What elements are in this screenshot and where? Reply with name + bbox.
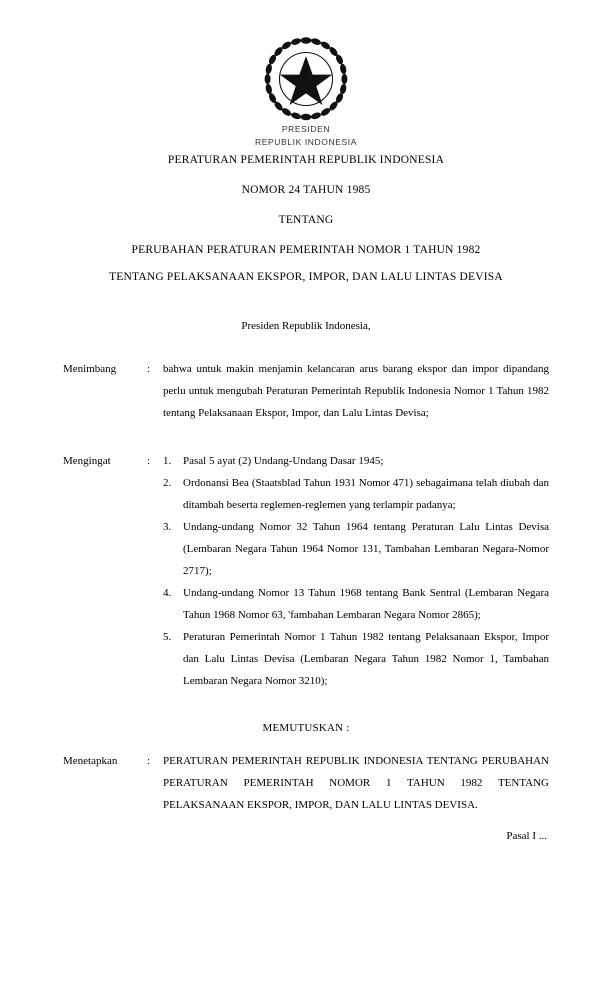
list-item-text: Ordonansi Bea (Staatsblad Tahun 1931 Nomor 471) sebagaimana telah diubah dan ditambah beserta reglemen-reglemen yang terlampir padanya;	[183, 477, 549, 511]
decides-label: MEMUTUSKAN :	[262, 722, 350, 734]
about-label: TENTANG	[278, 214, 334, 226]
list-item	[163, 516, 549, 582]
list-item	[163, 472, 549, 516]
list-item-text: Pasal 5 ayat (2) Undang-Undang Dasar 1945;	[183, 455, 384, 467]
establishing-colon: :	[147, 755, 151, 767]
garuda-star-wreath-emblem	[258, 36, 354, 122]
president-label-line-2: REPUBLIK INDONESIA	[255, 136, 357, 147]
observing-label: Mengingat	[63, 455, 111, 467]
observing-clause	[63, 450, 549, 692]
continuation-note: Pasal I ...	[506, 830, 547, 842]
emblem-container	[0, 0, 612, 122]
list-item	[163, 582, 549, 626]
establishing-clause	[63, 750, 549, 816]
list-item	[163, 626, 549, 692]
regulation-number: NOMOR 24 TAHUN 1985	[241, 184, 371, 196]
observing-list	[163, 450, 549, 692]
document-body	[63, 358, 549, 842]
establishing-label: Menetapkan	[63, 755, 118, 767]
document-heading	[0, 153, 612, 284]
subject-line-2: TENTANG PELAKSANAAN EKSPOR, IMPOR, DAN LALU LINTAS DEVISA	[109, 271, 503, 283]
considering-colon: :	[147, 363, 151, 375]
establishing-text: PERATURAN PEMERINTAH REPUBLIK INDONESIA TENTANG PERUBAHAN PERATURAN PEMERINTAH NOMOR 1 TAHUN 1982 TENTANG PELAKSANAAN EKSPOR, IMPOR, DAN LALU LINTAS DEVISA.	[163, 755, 549, 811]
considering-clause	[63, 358, 549, 424]
observing-colon: :	[147, 455, 151, 467]
list-item-number: 3.	[163, 521, 172, 533]
list-item-text: Undang-undang Nomor 13 Tahun 1968 tentang Bank Sentral (Lembaran Negara Tahun 1968 Nomor 63, 'fambahan Lembaran Negara Nomor 2865);	[183, 587, 549, 621]
list-item-number: 5.	[163, 631, 172, 643]
list-item-text: Peraturan Pemerintah Nomor 1 Tahun 1982 tentang Pelaksanaan Ekspor, Impor dan Lalu Lintas Devisa (Lembaran Negara Tahun 1982 Nomor 1, Tambahan Lembaran Negara Nomor 3210);	[183, 631, 549, 687]
president-label-line-1: PRESIDEN	[281, 124, 331, 134]
list-item-number: 4.	[163, 587, 172, 599]
list-item-number: 2.	[163, 477, 172, 489]
subject-line-1: PERUBAHAN PERATURAN PEMERINTAH NOMOR 1 TAHUN 1982	[131, 244, 481, 256]
considering-text: bahwa untuk makin menjamin kelancaran arus barang ekspor dan impor dipandang perlu untuk mengubah Peraturan Pemerintah Republik Indonesia Nomor 1 Tahun 1982 tentang Pelaksanaan Ekspor, Impor, dan Lalu Lintas Devisa;	[163, 363, 549, 419]
list-item	[163, 450, 549, 472]
considering-label: Menimbang	[63, 363, 117, 375]
list-item-number: 1.	[163, 455, 172, 467]
list-item-text: Undang-undang Nomor 32 Tahun 1964 tentang Peraturan Lalu Lintas Devisa (Lembaran Negara Tahun 1964 Nomor 131, Tambahan Lembaran Negara-Nomor 2717);	[183, 521, 549, 577]
authority-line: Presiden Republik Indonesia,	[241, 320, 371, 332]
page-title: PERATURAN PEMERINTAH REPUBLIK INDONESIA	[167, 154, 445, 166]
